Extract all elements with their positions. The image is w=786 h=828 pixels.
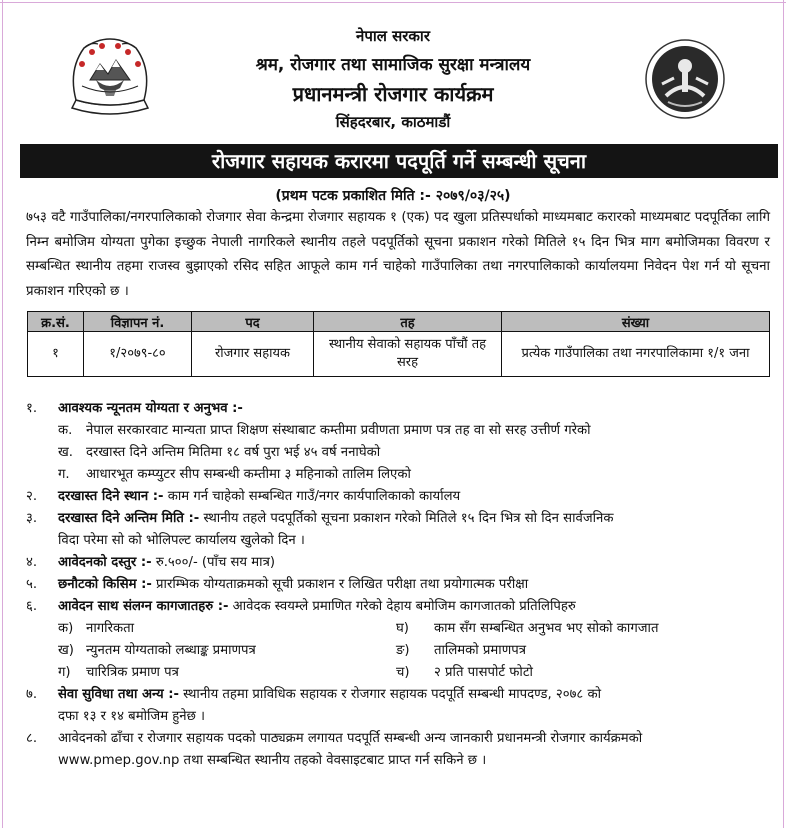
table-row bbox=[28, 332, 770, 377]
table-cell: प्रत्येक गाउँपालिका तथा नगरपालिकामा १/१ जना bbox=[502, 332, 770, 377]
table-header-row bbox=[28, 312, 770, 332]
pmep-logo-icon bbox=[644, 38, 726, 120]
list-item-continued bbox=[26, 706, 774, 728]
table-cell: १ bbox=[28, 332, 84, 377]
col-header: तह bbox=[314, 312, 502, 332]
list-item-continued bbox=[26, 750, 774, 772]
list-subitem bbox=[26, 442, 774, 464]
subitem-text: आधारभूत कम्प्युटर सीप सम्बन्धी कम्तीमा ३ महिनाको तालिम लिएको bbox=[86, 467, 411, 482]
item-number: ३. bbox=[26, 511, 38, 526]
published-date: (प्रथम पटक प्रकाशित मिति :- २०७९/०३/२५) bbox=[275, 188, 511, 204]
subitem-text: दरखास्त दिने अन्तिम मितिमा १८ वर्ष पुरा भई ४५ वर्ष ननाघेको bbox=[86, 445, 381, 460]
header-location: सिंहदरबार, काठमाडौं bbox=[335, 113, 451, 131]
page-border-top bbox=[0, 2, 786, 3]
item-text: विदा परेमा सो को भोलिपल्ट कार्यालय खुलेको दिन । bbox=[58, 533, 305, 548]
subitem-label: ग. bbox=[58, 467, 70, 482]
item-title: सेवा सुविधा तथा अन्य :- bbox=[58, 687, 179, 702]
item-title: दरखास्त दिने स्थान :- bbox=[58, 489, 164, 504]
doc-label: क) bbox=[58, 621, 74, 636]
list-item-continued bbox=[26, 530, 774, 552]
header-ministry: श्रम, रोजगार तथा सामाजिक सुरक्षा मन्त्रालय bbox=[255, 55, 531, 75]
item-text: रु.५००/- (पाँच सय मात्र) bbox=[151, 555, 275, 570]
table-cell: रोजगार सहायक bbox=[192, 332, 314, 377]
doc-text: नागरिकता bbox=[86, 621, 135, 636]
item-text: स्थानीय तहले पदपूर्तिको सूचना प्रकाशन गरेको मितिले १५ दिन भित्र सो दिन सार्वजनिक bbox=[199, 511, 614, 526]
item-number: २. bbox=[26, 489, 38, 504]
doc-label: च) bbox=[396, 665, 410, 680]
doc-text: न्युनतम योग्यताको लब्धाङ्क प्रमाणपत्र bbox=[86, 643, 256, 658]
doc-text: काम सँग सम्बन्धित अनुभव भए सोको कागजात bbox=[434, 621, 659, 636]
item-title: छनौटको किसिम :- bbox=[58, 577, 152, 592]
subitem-label: क. bbox=[58, 423, 73, 438]
item-title: आवेदनको दस्तुर :- bbox=[58, 555, 152, 570]
item-title: आवश्यक न्यूनतम योग्यता र अनुभव :- bbox=[58, 401, 243, 416]
documents-row bbox=[26, 618, 774, 640]
vacancy-table bbox=[27, 311, 770, 377]
item-number: १. bbox=[26, 401, 38, 416]
list-item bbox=[26, 596, 774, 618]
list-subitem bbox=[26, 420, 774, 442]
item-text: प्रारम्भिक योग्यताक्रमको सूची प्रकाशन र लिखित परीक्षा तथा प्रयोगात्मक परीक्षा bbox=[151, 577, 529, 592]
doc-label: ख) bbox=[58, 643, 74, 658]
item-text: दफा १३ र १४ बमोजिम हुनेछ । bbox=[58, 709, 206, 724]
table-cell: स्थानीय सेवाको सहायक पाँचौं तह सरह bbox=[314, 332, 502, 377]
item-text: आवेदनको ढाँचा र रोजगार सहायक पदको पाठ्यक्रम लगायत पदपूर्ति सम्बन्धी अन्य जानकारी प्रधानमन्त्री रोजगार कार्यक्रमको bbox=[58, 731, 643, 746]
list-item bbox=[26, 398, 774, 420]
requirements-list bbox=[26, 398, 774, 772]
col-header: विज्ञापन नं. bbox=[84, 312, 192, 332]
list-item bbox=[26, 508, 774, 530]
doc-label: ङ) bbox=[396, 643, 410, 658]
col-header: क्र.सं. bbox=[28, 312, 84, 332]
subitem-label: ख. bbox=[58, 445, 73, 460]
list-item bbox=[26, 486, 774, 508]
item-number: ७. bbox=[26, 687, 38, 702]
list-item bbox=[26, 574, 774, 596]
item-text: काम गर्न चाहेको सम्बन्धित गाउँ/नगर कार्यपालिकाको कार्यालय bbox=[163, 489, 461, 504]
table-cell: १/२०७९-८० bbox=[84, 332, 192, 377]
item-number: ४. bbox=[26, 555, 38, 570]
list-subitem bbox=[26, 464, 774, 486]
col-header: संख्या bbox=[502, 312, 770, 332]
subitem-text: नेपाल सरकारवाट मान्यता प्राप्त शिक्षण संस्थाबाट कम्तीमा प्रवीणता प्रमाण पत्र तह वा सो सरह उत्तीर्ण गरेको bbox=[86, 423, 591, 438]
doc-label: घ) bbox=[396, 621, 409, 636]
item-text: www.pmep.gov.np तथा सम्बन्धित स्थानीय तहको वेवसाइटबाट प्राप्त गर्न सकिने छ । bbox=[58, 753, 487, 768]
list-item bbox=[26, 728, 774, 750]
doc-text: २ प्रति पासपोर्ट फोटो bbox=[434, 665, 533, 680]
item-number: ६. bbox=[26, 599, 38, 614]
header-govt: नेपाल सरकार bbox=[356, 27, 430, 45]
list-item bbox=[26, 552, 774, 574]
notice-intro: ७५३ वटै गाउँपालिका/नगरपालिकाको रोजगार सेवा केन्द्रमा रोजगार सहायक १ (एक) पद खुला प्रतिस्पर्धाको माध्यमबाट करारको माध्यमबाट पदपूर्तिका लागि निम्न बमोजिम योग्यता पुगेका इच्छुक नेपाली नागरिकले स्थानीय तहले पदपूर्तिको सूचना प्रकाशन गरेको मितिले १५ दिन भित्र माग बमोजिमका विवरण र सम्बन्धित स्थानीय तहमा राजस्व बुझाएको रसिद सहित आफूले काम गर्न चाहेको गाउँपालिका तथा नगरपालिकाको कार्यालयमा निवेदन पेश गर्न यो सूचना प्रकाशन गरिएको छ । bbox=[26, 210, 770, 299]
documents-row bbox=[26, 640, 774, 662]
item-number: ५. bbox=[26, 577, 38, 592]
col-header: पद bbox=[192, 312, 314, 332]
documents-row bbox=[26, 662, 774, 684]
list-item bbox=[26, 684, 774, 706]
item-number: ८. bbox=[26, 731, 38, 746]
notice-title: रोजगार सहायक करारमा पदपूर्ति गर्ने सम्बन्धी सूचना bbox=[20, 144, 778, 178]
doc-text: चारित्रिक प्रमाण पत्र bbox=[86, 665, 179, 680]
doc-text: तालिमको प्रमाणपत्र bbox=[434, 643, 527, 658]
item-text: स्थानीय तहमा प्राविधिक सहायक र रोजगार सहायक पदपूर्ति सम्बन्धी मापदण्ड, २०७८ को bbox=[178, 687, 602, 702]
doc-label: ग) bbox=[58, 665, 71, 680]
item-title: आवेदन साथ संलग्न कागजातहरु :- bbox=[58, 599, 229, 614]
header-program: प्रधानमन्त्री रोजगार कार्यक्रम bbox=[292, 82, 494, 106]
item-text: आवेदक स्वयम्ले प्रमाणित गरेको देहाय बमोजिम कागजातको प्रतिलिपिहरु bbox=[228, 599, 576, 614]
item-title: दरखास्त दिने अन्तिम मिति :- bbox=[58, 511, 200, 526]
